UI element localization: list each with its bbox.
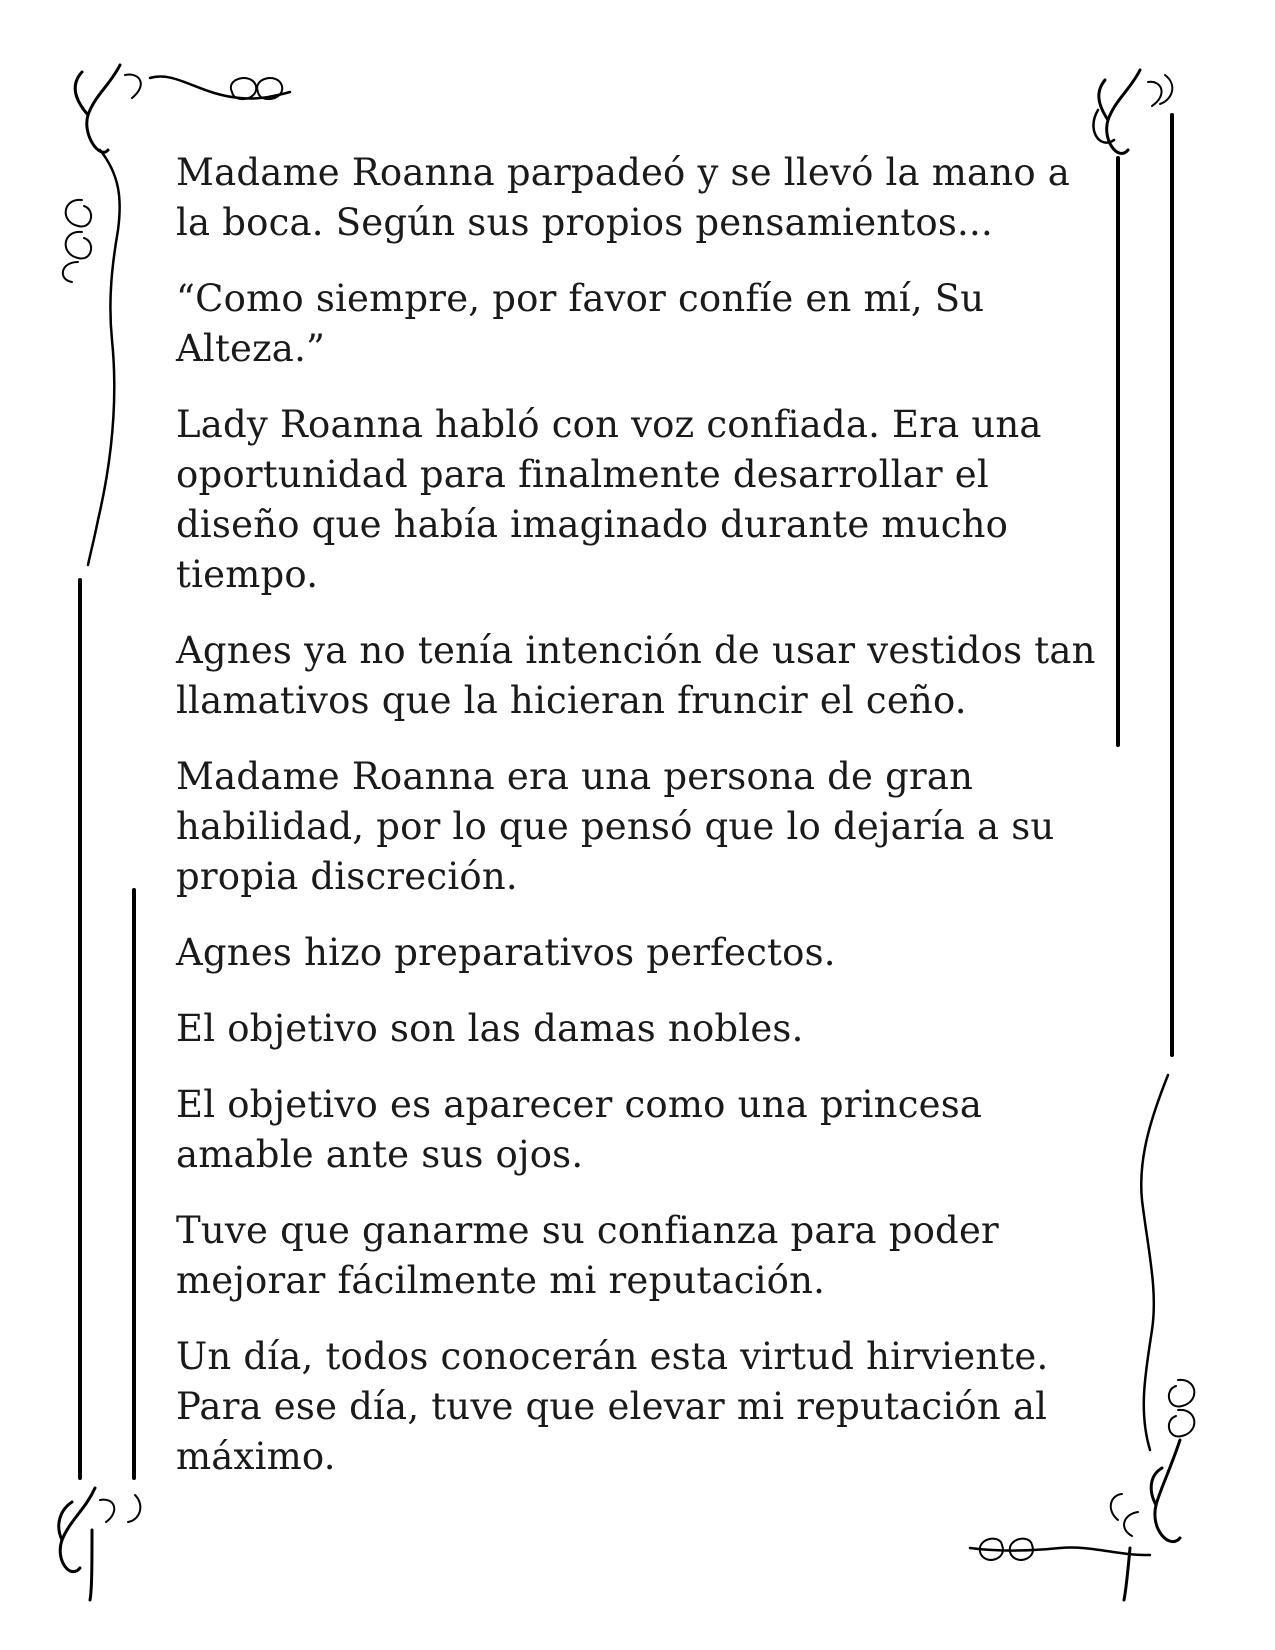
paragraph: Tuve que ganarme su confianza para poder mejorar fácilmente mi reputación. xyxy=(176,1209,999,1302)
paragraph: “Como siempre, por favor confíe en mí, Su Alteza.” xyxy=(176,277,985,370)
flourish-bottom-left-icon xyxy=(59,1488,141,1600)
paragraph: Madame Roanna era una persona de gran habilidad, por lo que pensó que lo dejaría a su propia discreción. xyxy=(176,755,1055,898)
paragraph: El objetivo es aparecer como una princesa amable ante sus ojos. xyxy=(176,1083,983,1176)
paragraph: El objetivo son las damas nobles. xyxy=(176,1007,804,1050)
paragraph: Madame Roanna parpadeó y se llevó la mano a la boca. Según sus propios pensamientos... xyxy=(176,151,1071,244)
flourish-top-right-icon xyxy=(1093,70,1172,153)
story-text xyxy=(176,148,1096,1508)
paragraph: Un día, todos conocerán esta virtud hirviente. Para ese día, tuve que elevar mi reputación al máximo. xyxy=(176,1335,1049,1478)
paragraph: Agnes ya no tenía intención de usar vestidos tan llamativos que la hicieran fruncir el ceño. xyxy=(176,629,1096,722)
paragraph: Lady Roanna habló con voz confiada. Era una oportunidad para finalmente desarrollar el diseño que había imaginado durante mucho tiempo. xyxy=(176,403,1042,596)
paragraph: Agnes hizo preparativos perfectos. xyxy=(176,931,836,974)
